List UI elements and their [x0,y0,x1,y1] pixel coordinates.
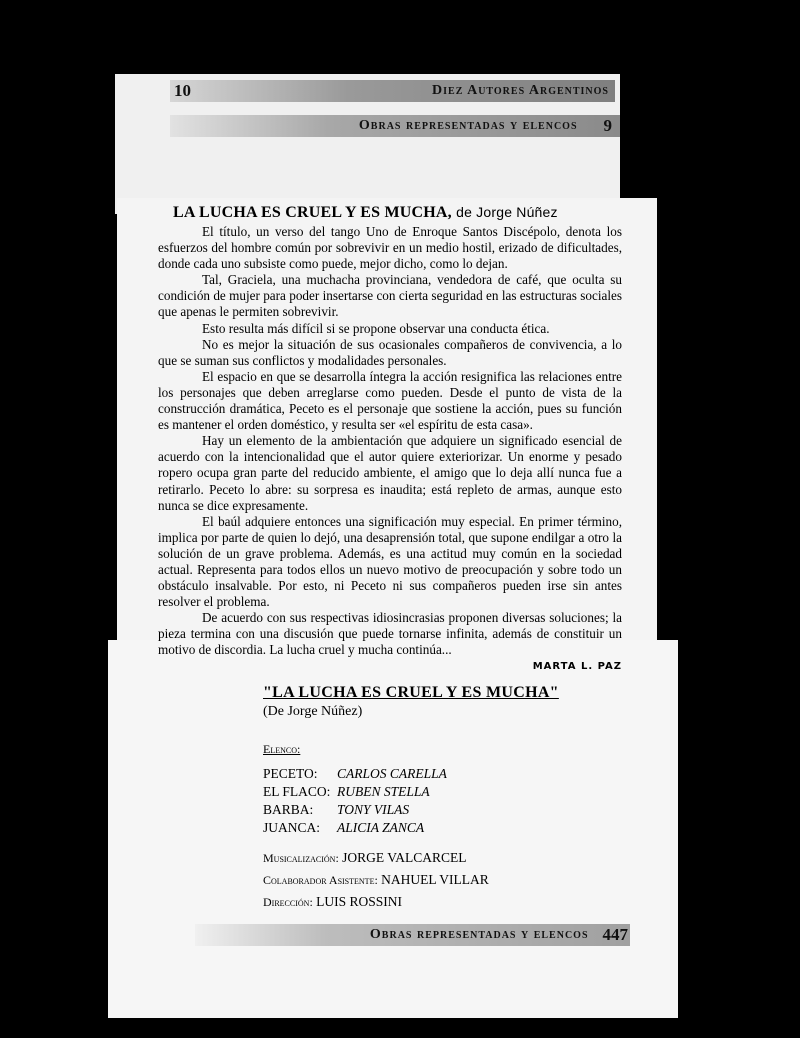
cast-title: "LA LUCHA ES CRUEL Y ES MUCHA" [263,684,559,701]
cast-row [263,783,447,801]
credit-label: Musicalización: [263,851,339,865]
header-second-page: 9 [603,116,612,135]
review-paragraph: El título, un verso del tango Uno de Enroque Santos Discépolo, denota los esfuerzos del hombre común por sobrevivir en un medio hostil, erizado de dificultades, donde cada uno subsiste como puede, mejor dicho, como lo dejan. [158,224,622,272]
footer-title: Obras representadas y elencos [369,927,589,942]
cast-actor: CARLOS CARELLA [337,766,447,781]
cast-row [263,819,447,837]
credit-value: JORGE VALCARCEL [342,850,467,865]
cast-row [263,765,447,783]
credit-line [263,847,623,869]
footer-page: 447 [602,925,628,944]
review-paragraph: El baúl adquiere entonces una significación muy especial. En primer término, implica por parte de quien lo dejó, una desaprensión total, que supone endilgar a otro la solución de un grave problema. Además, es una actitud muy común en la sociedad actual. Representa para todos ellos un nuevo motivo de preocupación y sobre todo un obstáculo insalvable. Por esto, ni Peceto ni sus compañeros pueden irse sin antes resolver el problema. [158,513,622,610]
review-paragraph: No es mejor la situación de sus ocasionales compañeros de convivencia, a lo que se suman sus conflictos y modalidades personales. [158,336,622,368]
review-paragraph: De acuerdo con sus respectivas idiosincrasias proponen diversas soluciones; la pieza termina con una discusión que puede tornarse infinita, además de constituir un motivo de discordia. La lucha cruel y mucha continúa... [158,610,622,658]
review-author: de Jorge Núñez [456,204,558,220]
credit-value: NAHUEL VILLAR [381,872,489,887]
elenco-label: Elenco: [263,742,301,756]
cast-subtitle: (De Jorge Núñez) [263,704,363,719]
credit-value: LUIS ROSSINI [316,894,403,909]
cast-role: JUANCA: [263,820,321,835]
review-title: LA LUCHA ES CRUEL Y ES MUCHA, [173,204,452,221]
cast-actor: ALICIA ZANCA [337,820,425,835]
footer-band [195,924,630,946]
cast-actor: RUBEN STELLA [337,784,430,799]
header-band-second [170,115,620,137]
review-paragraph: Hay un elemento de la ambientación que adquiere un significado esencial de acuerdo con la intencionalidad que el autor quiere exteriorizar. Un enorme y pesado ropero ocupa gran parte del reducido ambiente, el amigo que lo deja allí nunca fue a retirarlo. Peceto lo abre: su sorpresa es inaudita; está repleto de armas, aunque esto nunca se dice expresamente. [158,433,622,513]
header-top-title: Diez Autores Argentinos [432,83,609,98]
review-paragraph: El espacio en que se desarrolla íntegra la acción resignifica las relaciones entre los personajes que deben arreglarse como pueden. Desde el punto de vista de la construcción dramática, Peceto es el personaje que sostiene la acción, pues su función es mantener el orden doméstico, y resulta ser «el espíritu de esta casa». [158,368,622,433]
cast-actor: TONY VILAS [337,802,410,817]
cast-role: EL FLACO: [263,784,331,799]
credits [263,847,623,913]
header-second-title: Obras representadas y elencos [358,118,578,133]
cast-sheet [263,684,623,913]
credit-line [263,869,623,891]
header-band-top [170,80,615,102]
header-top-page: 10 [174,81,191,100]
cast-role: BARBA: [263,802,314,817]
review-heading [173,204,622,222]
credit-label: Dirección: [263,895,313,909]
review-signature: MARTA L. PAZ [532,660,622,672]
review-paragraph: Tal, Graciela, una muchacha provinciana, vendedora de café, que oculta su condición de mujer para poder insertarse con cierta seguridad en las estructuras sociales que apenas le permiten sobrevivir. [158,272,622,320]
credit-line [263,891,623,913]
cast-row [263,801,447,819]
credit-label: Colaborador Asistente: [263,873,378,887]
review-article [158,204,622,672]
review-paragraph: Esto resulta más difícil si se propone observar una conducta ética. [202,320,550,336]
cast-table [263,765,447,837]
cast-role: PECETO: [263,766,318,781]
